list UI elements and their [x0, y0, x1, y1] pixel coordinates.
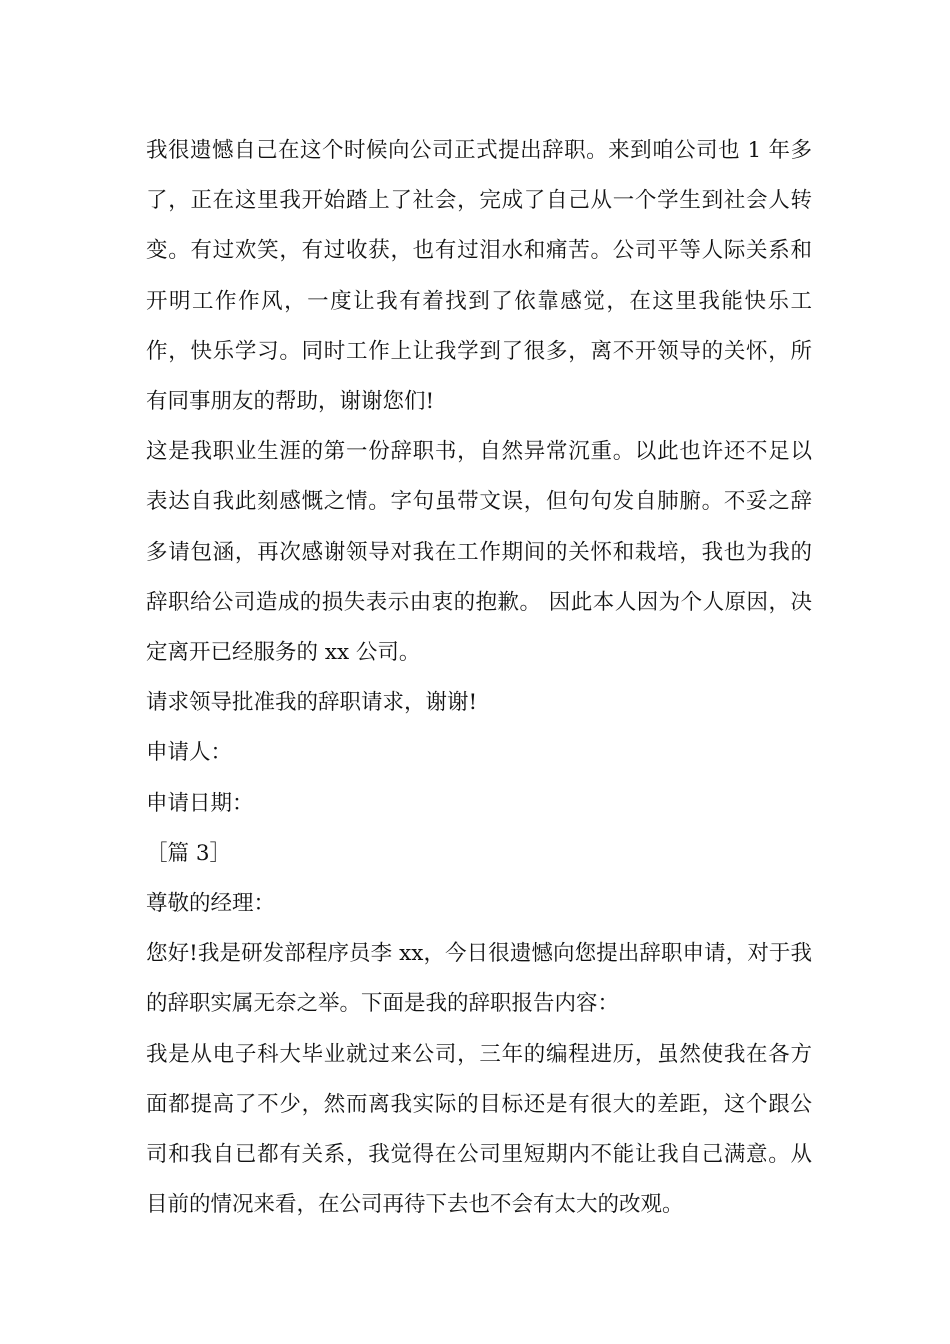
paragraph-resignation-regret: 我很遗憾自己在这个时候向公司正式提出辞职。来到咱公司也 1 年多了，正在这里我开始踏上了社会，完成了自己从一个学生到社会人转变。有过欢笑，有过收获，也有过泪水和痛苦。公司平等人际关系和开明工作作风，一度让我有着找到了依靠感觉，在这里我能快乐工作，快乐学习。同时工作上让我学到了很多，离不开领导的关怀，所有同事朋友的帮助，谢谢您们!: [146, 138, 812, 415]
application-date-line: 申请日期：: [146, 790, 254, 816]
salutation: 尊敬的经理：: [146, 891, 276, 917]
paragraph-background: 我是从电子科大毕业就过来公司，三年的编程进历，虽然使我在各方面都提高了不少，然而离我实际的目标还是有很大的差距，这个跟公司和我自已都有关系，我觉得在公司里短期内不能让我自己满意。从目前的情况来看，在公司再待下去也不会有太大的改观。: [146, 1041, 812, 1218]
paragraph-request-approval: 请求领导批准我的辞职请求，谢谢!: [146, 690, 478, 716]
paragraph-first-resignation-letter: 这是我职业生涯的第一份辞职书，自然异常沉重。以此也许还不足以表达自我此刻感慨之情。字句虽带文误，但句句发自肺腑。不妥之辞多请包涵，再次感谢领导对我在工作期间的关怀和栽培，我也为我的辞职给公司造成的损失表示由衷的抱歉。 因此本人因为个人原因，决定离开已经服务的 xx 公司。: [146, 439, 812, 666]
section-heading: ［篇 3］: [146, 840, 232, 866]
applicant-line: 申请人：: [146, 740, 233, 766]
document-body: [146, 126, 812, 1230]
paragraph-greeting: 您好!我是研发部程序员李 xx，今日很遗憾向您提出辞职申请，对于我的辞职实属无奈之举。下面是我的辞职报告内容：: [146, 941, 812, 1017]
